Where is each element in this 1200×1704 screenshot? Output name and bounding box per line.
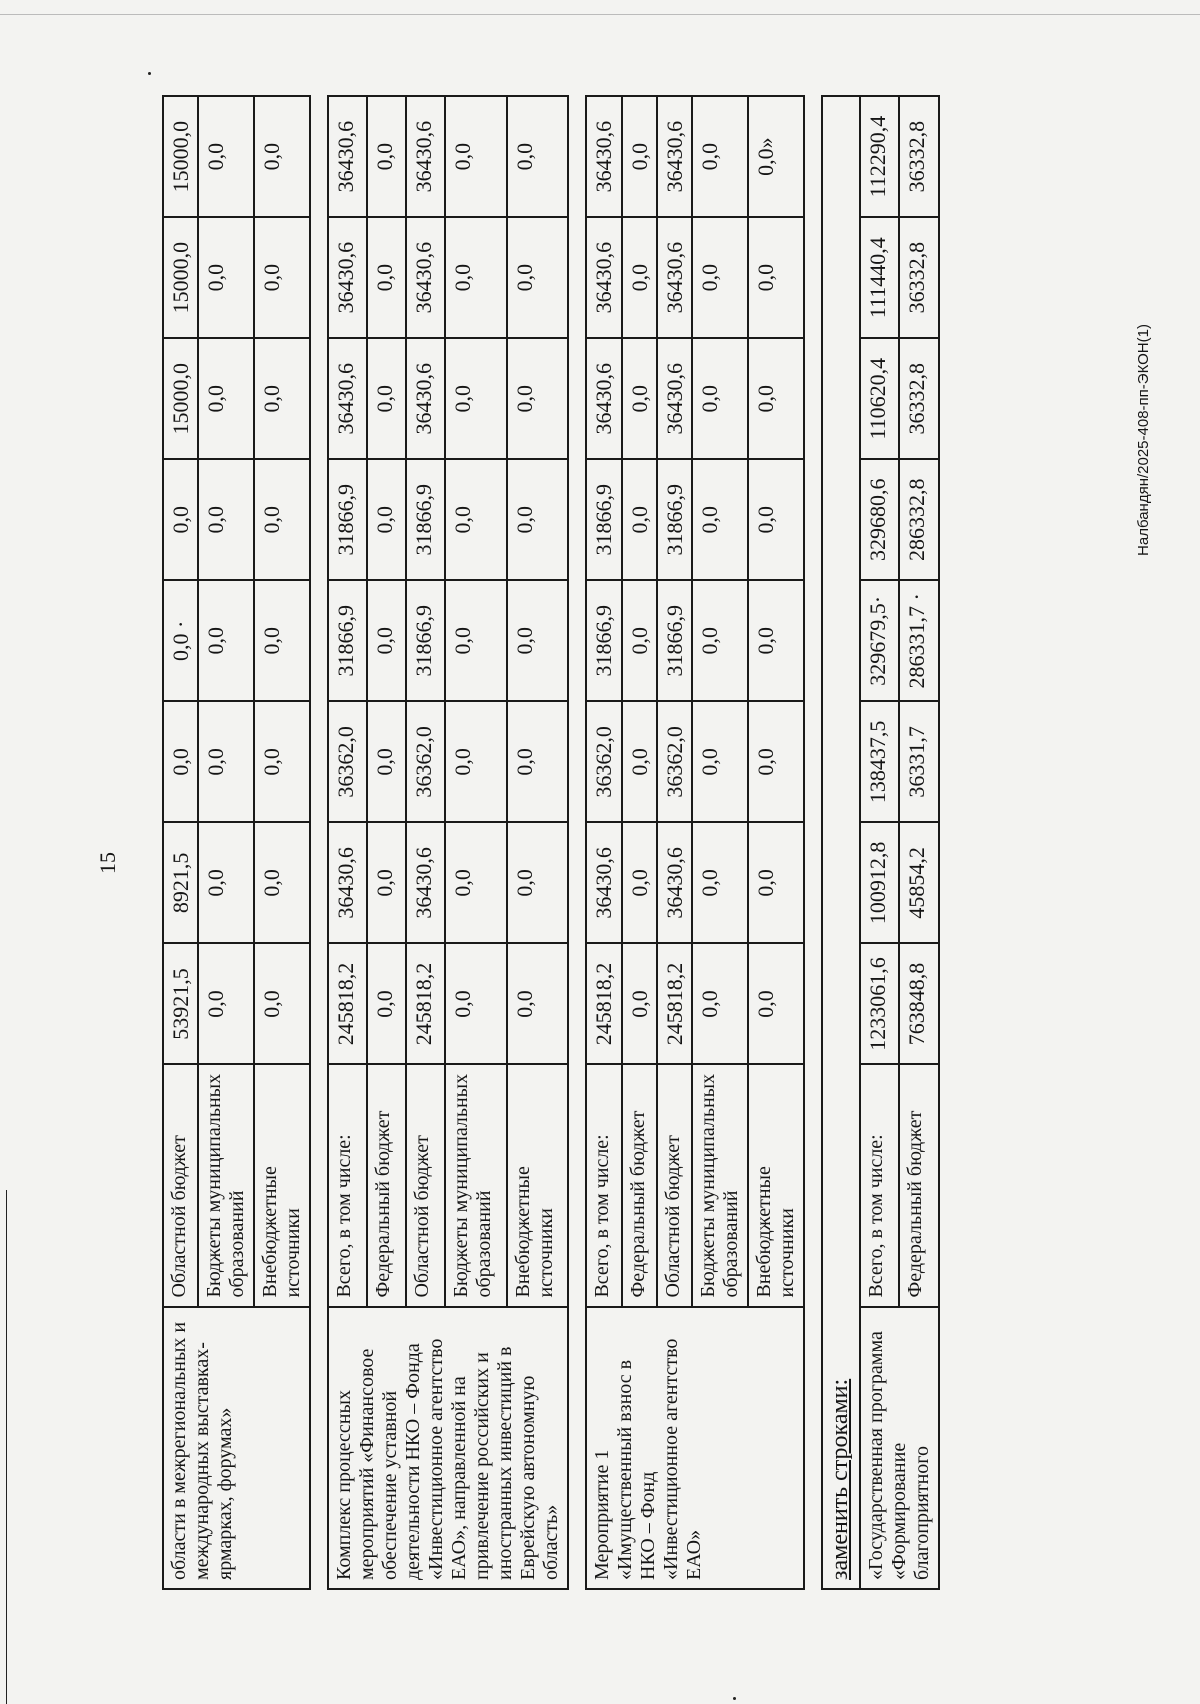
funding-source-label: Областной бюджет — [657, 1064, 692, 1306]
amount-cell: 36430,6 — [586, 822, 621, 943]
amount-cell: 31866,9 — [328, 459, 367, 580]
block-separator — [804, 96, 822, 1589]
funding-table — [162, 95, 940, 1590]
amount-cell: 245818,2 — [657, 943, 692, 1064]
amount-cell: 0,0 — [367, 822, 406, 943]
amount-cell: 53921,5 — [163, 943, 198, 1064]
amount-cell: 36430,6 — [328, 96, 367, 217]
amount-cell: 111440,4 — [860, 217, 900, 338]
funding-source-label: Внебюджетные источники — [748, 1064, 804, 1306]
amount-cell: 0,0 — [692, 338, 748, 459]
amount-cell: 36331,7 — [899, 701, 939, 822]
amount-cell: 0,0 — [445, 822, 507, 943]
replace-heading: заменить строками: — [822, 96, 860, 1589]
funding-source-label: Всего, в том числе: — [860, 1064, 900, 1306]
amount-cell: 245818,2 — [586, 943, 621, 1064]
amount-cell: 36430,6 — [406, 822, 445, 943]
amount-cell: 0,0 — [692, 701, 748, 822]
amount-cell: 0,0 — [254, 580, 310, 701]
amount-cell: 0,0 — [445, 580, 507, 701]
table-row — [586, 96, 621, 1589]
amount-cell: 0,0 — [507, 580, 569, 701]
funding-source-label: Областной бюджет — [406, 1064, 445, 1306]
amount-cell: 0,0 — [254, 217, 310, 338]
replace-heading-row — [822, 96, 860, 1589]
amount-cell: 0,0 — [198, 96, 254, 217]
rotated-table-stage — [162, 95, 940, 1590]
funding-source-label: Всего, в том числе: — [586, 1064, 621, 1306]
amount-cell: 0,0 — [367, 96, 406, 217]
program-description-cell: области в межрегиональных и международных выставках-ярмарках, форумах» — [163, 1307, 310, 1589]
table-row — [163, 96, 198, 1589]
amount-cell: 1233061,6 — [860, 943, 900, 1064]
amount-cell: 0,0 — [622, 459, 657, 580]
funding-source-label: Внебюджетные источники — [254, 1064, 310, 1306]
amount-cell: 0,0 — [198, 580, 254, 701]
amount-cell: 36430,6 — [328, 338, 367, 459]
amount-cell: 0,0 — [163, 701, 198, 822]
amount-cell: 0,0 — [622, 822, 657, 943]
amount-cell: 0,0 — [622, 338, 657, 459]
funding-source-label: Федеральный бюджет — [367, 1064, 406, 1306]
funding-table-body — [163, 96, 939, 1589]
amount-cell: 0,0» — [748, 96, 804, 217]
funding-source-label: Областной бюджет — [163, 1064, 198, 1306]
funding-source-label: Всего, в том числе: — [328, 1064, 367, 1306]
amount-cell: 0,0 — [748, 701, 804, 822]
amount-cell: 31866,9 — [406, 580, 445, 701]
program-description-cell: Комплекс процессных мероприятий «Финансовое обеспечение уставной деятельности НКО – Фонда «Инвестиционное агентство ЕАО», направленной на привлечение российских и иностранных инвестиций в Еврейскую автономную область» — [328, 1307, 568, 1589]
amount-cell: 31866,9 — [586, 580, 621, 701]
amount-cell: 31866,9 — [657, 580, 692, 701]
table-row — [328, 96, 367, 1589]
amount-cell: 15000,0 — [163, 338, 198, 459]
table-row — [860, 96, 900, 1589]
funding-source-label: Внебюджетные источники — [507, 1064, 569, 1306]
amount-cell: 36332,8 — [899, 96, 939, 217]
amount-cell: 31866,9 — [657, 459, 692, 580]
amount-cell: 36430,6 — [586, 338, 621, 459]
funding-source-label: Бюджеты муниципальных образований — [198, 1064, 254, 1306]
scan-edge-top — [0, 14, 1200, 15]
amount-cell: 36362,0 — [586, 701, 621, 822]
scan-speck — [148, 72, 151, 75]
document-footer-code: Налбандян/2025-408-пп-ЭКОН(1) — [1135, 324, 1152, 556]
amount-cell: 245818,2 — [328, 943, 367, 1064]
amount-cell: 0,0 — [507, 96, 569, 217]
amount-cell: 0,0 — [445, 338, 507, 459]
amount-cell: 45854,2 — [899, 822, 939, 943]
amount-cell: 0,0 — [198, 217, 254, 338]
amount-cell: 0,0 — [748, 822, 804, 943]
amount-cell: 138437,5 — [860, 701, 900, 822]
funding-source-label: Бюджеты муниципальных образований — [692, 1064, 748, 1306]
program-description-cell: Мероприятие 1 «Имущественный взнос в НКО – Фонд «Инвестиционное агентство ЕАО» — [586, 1307, 804, 1589]
amount-cell: 0,0 — [622, 217, 657, 338]
amount-cell: 286332,8 — [899, 459, 939, 580]
amount-cell: 36430,6 — [657, 338, 692, 459]
amount-cell: 0,0 — [692, 943, 748, 1064]
amount-cell: 36362,0 — [657, 701, 692, 822]
amount-cell: 0,0 — [507, 822, 569, 943]
amount-cell: 0,0 — [622, 96, 657, 217]
amount-cell: 0,0 — [198, 943, 254, 1064]
amount-cell: 0,0 — [692, 96, 748, 217]
amount-cell: 8921,5 — [163, 822, 198, 943]
scan-edge-left — [6, 1190, 7, 1704]
amount-cell: 36430,6 — [657, 217, 692, 338]
amount-cell: 100912,8 — [860, 822, 900, 943]
amount-cell: 0,0 — [254, 459, 310, 580]
amount-cell: 0,0 — [507, 459, 569, 580]
amount-cell: 0,0 — [254, 96, 310, 217]
amount-cell: 0,0 — [367, 217, 406, 338]
amount-cell: 286331,7 · — [899, 580, 939, 701]
amount-cell: 0,0 — [445, 96, 507, 217]
amount-cell: 0,0 — [367, 701, 406, 822]
amount-cell: 0,0 — [367, 943, 406, 1064]
amount-cell: 15000,0 — [163, 96, 198, 217]
amount-cell: 36362,0 — [406, 701, 445, 822]
amount-cell: 110620,4 — [860, 338, 900, 459]
amount-cell: 245818,2 — [406, 943, 445, 1064]
amount-cell: 0,0 — [254, 822, 310, 943]
amount-cell: 0,0 — [748, 217, 804, 338]
amount-cell: 0,0 — [254, 338, 310, 459]
separator-cell — [310, 96, 328, 1589]
amount-cell: 0,0 — [367, 580, 406, 701]
amount-cell: 0,0 — [198, 822, 254, 943]
amount-cell: 36332,8 — [899, 338, 939, 459]
amount-cell: 0,0 — [692, 822, 748, 943]
amount-cell: 0,0 — [198, 338, 254, 459]
block-separator — [310, 96, 328, 1589]
amount-cell: 31866,9 — [328, 580, 367, 701]
amount-cell: 31866,9 — [586, 459, 621, 580]
amount-cell: 0,0 — [507, 943, 569, 1064]
scan-speck — [733, 1697, 736, 1700]
amount-cell: 0,0 — [445, 459, 507, 580]
amount-cell: 0,0 — [692, 580, 748, 701]
page-number: 15 — [95, 852, 120, 874]
amount-cell: 0,0 — [507, 701, 569, 822]
funding-source-label: Бюджеты муниципальных образований — [445, 1064, 507, 1306]
amount-cell: 763848,8 — [899, 943, 939, 1064]
amount-cell: 0,0 — [622, 580, 657, 701]
amount-cell: 0,0 — [748, 459, 804, 580]
amount-cell: 36362,0 — [328, 701, 367, 822]
amount-cell: 36430,6 — [657, 822, 692, 943]
amount-cell: 0,0 — [445, 217, 507, 338]
amount-cell: 36430,6 — [586, 217, 621, 338]
amount-cell: 0,0 — [445, 701, 507, 822]
amount-cell: 0,0 — [748, 943, 804, 1064]
amount-cell: 0,0 — [367, 338, 406, 459]
amount-cell: 329680,6 — [860, 459, 900, 580]
amount-cell: 0,0 · — [163, 580, 198, 701]
block-separator — [568, 96, 586, 1589]
amount-cell: 0,0 — [748, 338, 804, 459]
amount-cell: 0,0 — [198, 701, 254, 822]
amount-cell: 0,0 — [254, 701, 310, 822]
funding-source-label: Федеральный бюджет — [622, 1064, 657, 1306]
funding-source-label: Федеральный бюджет — [899, 1064, 939, 1306]
amount-cell: 0,0 — [445, 943, 507, 1064]
amount-cell: 36430,6 — [328, 217, 367, 338]
amount-cell: 31866,9 — [406, 459, 445, 580]
amount-cell: 0,0 — [692, 459, 748, 580]
amount-cell: 15000,0 — [163, 217, 198, 338]
amount-cell: 36430,6 — [406, 338, 445, 459]
separator-cell — [568, 96, 586, 1589]
amount-cell: 0,0 — [622, 701, 657, 822]
amount-cell: 36430,6 — [586, 96, 621, 217]
amount-cell: 36430,6 — [406, 96, 445, 217]
separator-cell — [804, 96, 822, 1589]
amount-cell: 36430,6 — [406, 217, 445, 338]
amount-cell: 0,0 — [507, 338, 569, 459]
amount-cell: 0,0 — [163, 459, 198, 580]
amount-cell: 112290,4 — [860, 96, 900, 217]
amount-cell: 0,0 — [254, 943, 310, 1064]
amount-cell: 0,0 — [507, 217, 569, 338]
amount-cell: 0,0 — [367, 459, 406, 580]
amount-cell: 0,0 — [622, 943, 657, 1064]
amount-cell: 0,0 — [198, 459, 254, 580]
amount-cell: 36332,8 — [899, 217, 939, 338]
amount-cell: 0,0 — [692, 217, 748, 338]
amount-cell: 0,0 — [748, 580, 804, 701]
program-description-cell: «Государственная программа «Формирование благоприятного — [860, 1307, 939, 1589]
amount-cell: 36430,6 — [328, 822, 367, 943]
amount-cell: 36430,6 — [657, 96, 692, 217]
amount-cell: 329679,5· — [860, 580, 900, 701]
